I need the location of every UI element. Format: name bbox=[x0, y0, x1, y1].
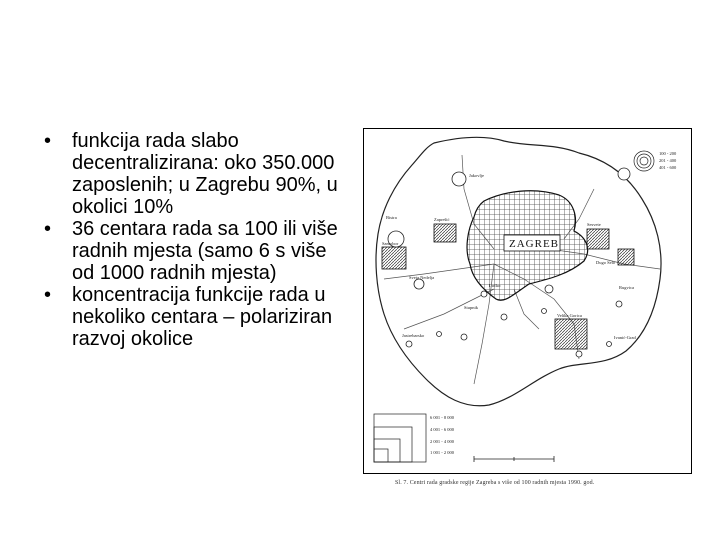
legend-label: 4 001 - 6 000 bbox=[430, 427, 454, 432]
centre-circle bbox=[437, 332, 442, 337]
centre-circle bbox=[545, 285, 553, 293]
map-caption: Sl. 7. Centri rada gradske regije Zagreba s više od 100 radnih mjesta 1990. god. bbox=[395, 480, 595, 486]
centre-circle bbox=[616, 301, 622, 307]
place-label: Sveta Nedelja bbox=[409, 275, 435, 280]
centre-square bbox=[618, 249, 634, 265]
centre-circle bbox=[406, 341, 412, 347]
centre-square bbox=[587, 229, 609, 249]
place-label: Velika Gorica bbox=[557, 313, 582, 318]
centre-circle bbox=[576, 351, 582, 357]
centre-square bbox=[555, 319, 587, 349]
centre-circle bbox=[501, 314, 507, 320]
place-label: Lučko bbox=[489, 283, 501, 288]
centre-circle bbox=[461, 334, 467, 340]
legend-label: 1 001 - 2 000 bbox=[430, 450, 454, 455]
centre-circle bbox=[452, 172, 466, 186]
centre-circle bbox=[542, 309, 547, 314]
centre-circle bbox=[414, 279, 424, 289]
legend-label: 6 001 - 8 000 bbox=[430, 415, 454, 420]
legend-squares bbox=[374, 414, 455, 462]
place-label: Dugo Selo bbox=[596, 260, 616, 265]
place-label: Jakovlje bbox=[469, 173, 484, 178]
centre-square bbox=[434, 224, 456, 242]
zagreb-label: ZAGREB bbox=[509, 238, 559, 250]
place-label: Sesvete bbox=[587, 222, 601, 227]
bullet-item: • 36 centara rada sa 100 ili više radnih mjesta (samo 6 s više od 1000 radnih mjesta) bbox=[40, 218, 350, 284]
place-label: Ivanić-Grad bbox=[614, 335, 636, 340]
centre-circle bbox=[481, 291, 487, 297]
region-map bbox=[364, 129, 691, 473]
place-label: Stupnik bbox=[464, 305, 479, 310]
legend-label: 2 001 - 4 000 bbox=[430, 439, 454, 444]
bullet-item: • koncentracija funkcije rada u nekoliko centara – polariziran razvoj okolice bbox=[40, 284, 350, 350]
centre-square bbox=[382, 247, 406, 269]
place-label: Bistra bbox=[386, 215, 397, 220]
bullet-item: • funkcija rada slabo decentralizirana: oko 350.000 zaposlenih; u Zagrebu 90%, u okolici 10% bbox=[40, 130, 350, 218]
centre-circle bbox=[607, 342, 612, 347]
legend-label: 201 - 400 bbox=[659, 158, 677, 163]
place-label: Samobor bbox=[382, 241, 399, 246]
legend-label: 100 - 200 bbox=[659, 151, 677, 156]
legend-label: 401 - 600 bbox=[659, 165, 677, 170]
place-label: Jastrebarsko bbox=[402, 333, 425, 338]
bullet-list bbox=[40, 130, 350, 350]
place-label: Zaprešić bbox=[434, 217, 450, 222]
region-map-figure bbox=[363, 128, 692, 474]
place-label: Rugvica bbox=[619, 285, 634, 290]
scale-bar bbox=[474, 456, 554, 462]
legend-circles bbox=[634, 151, 677, 171]
centre-circle bbox=[618, 168, 630, 180]
